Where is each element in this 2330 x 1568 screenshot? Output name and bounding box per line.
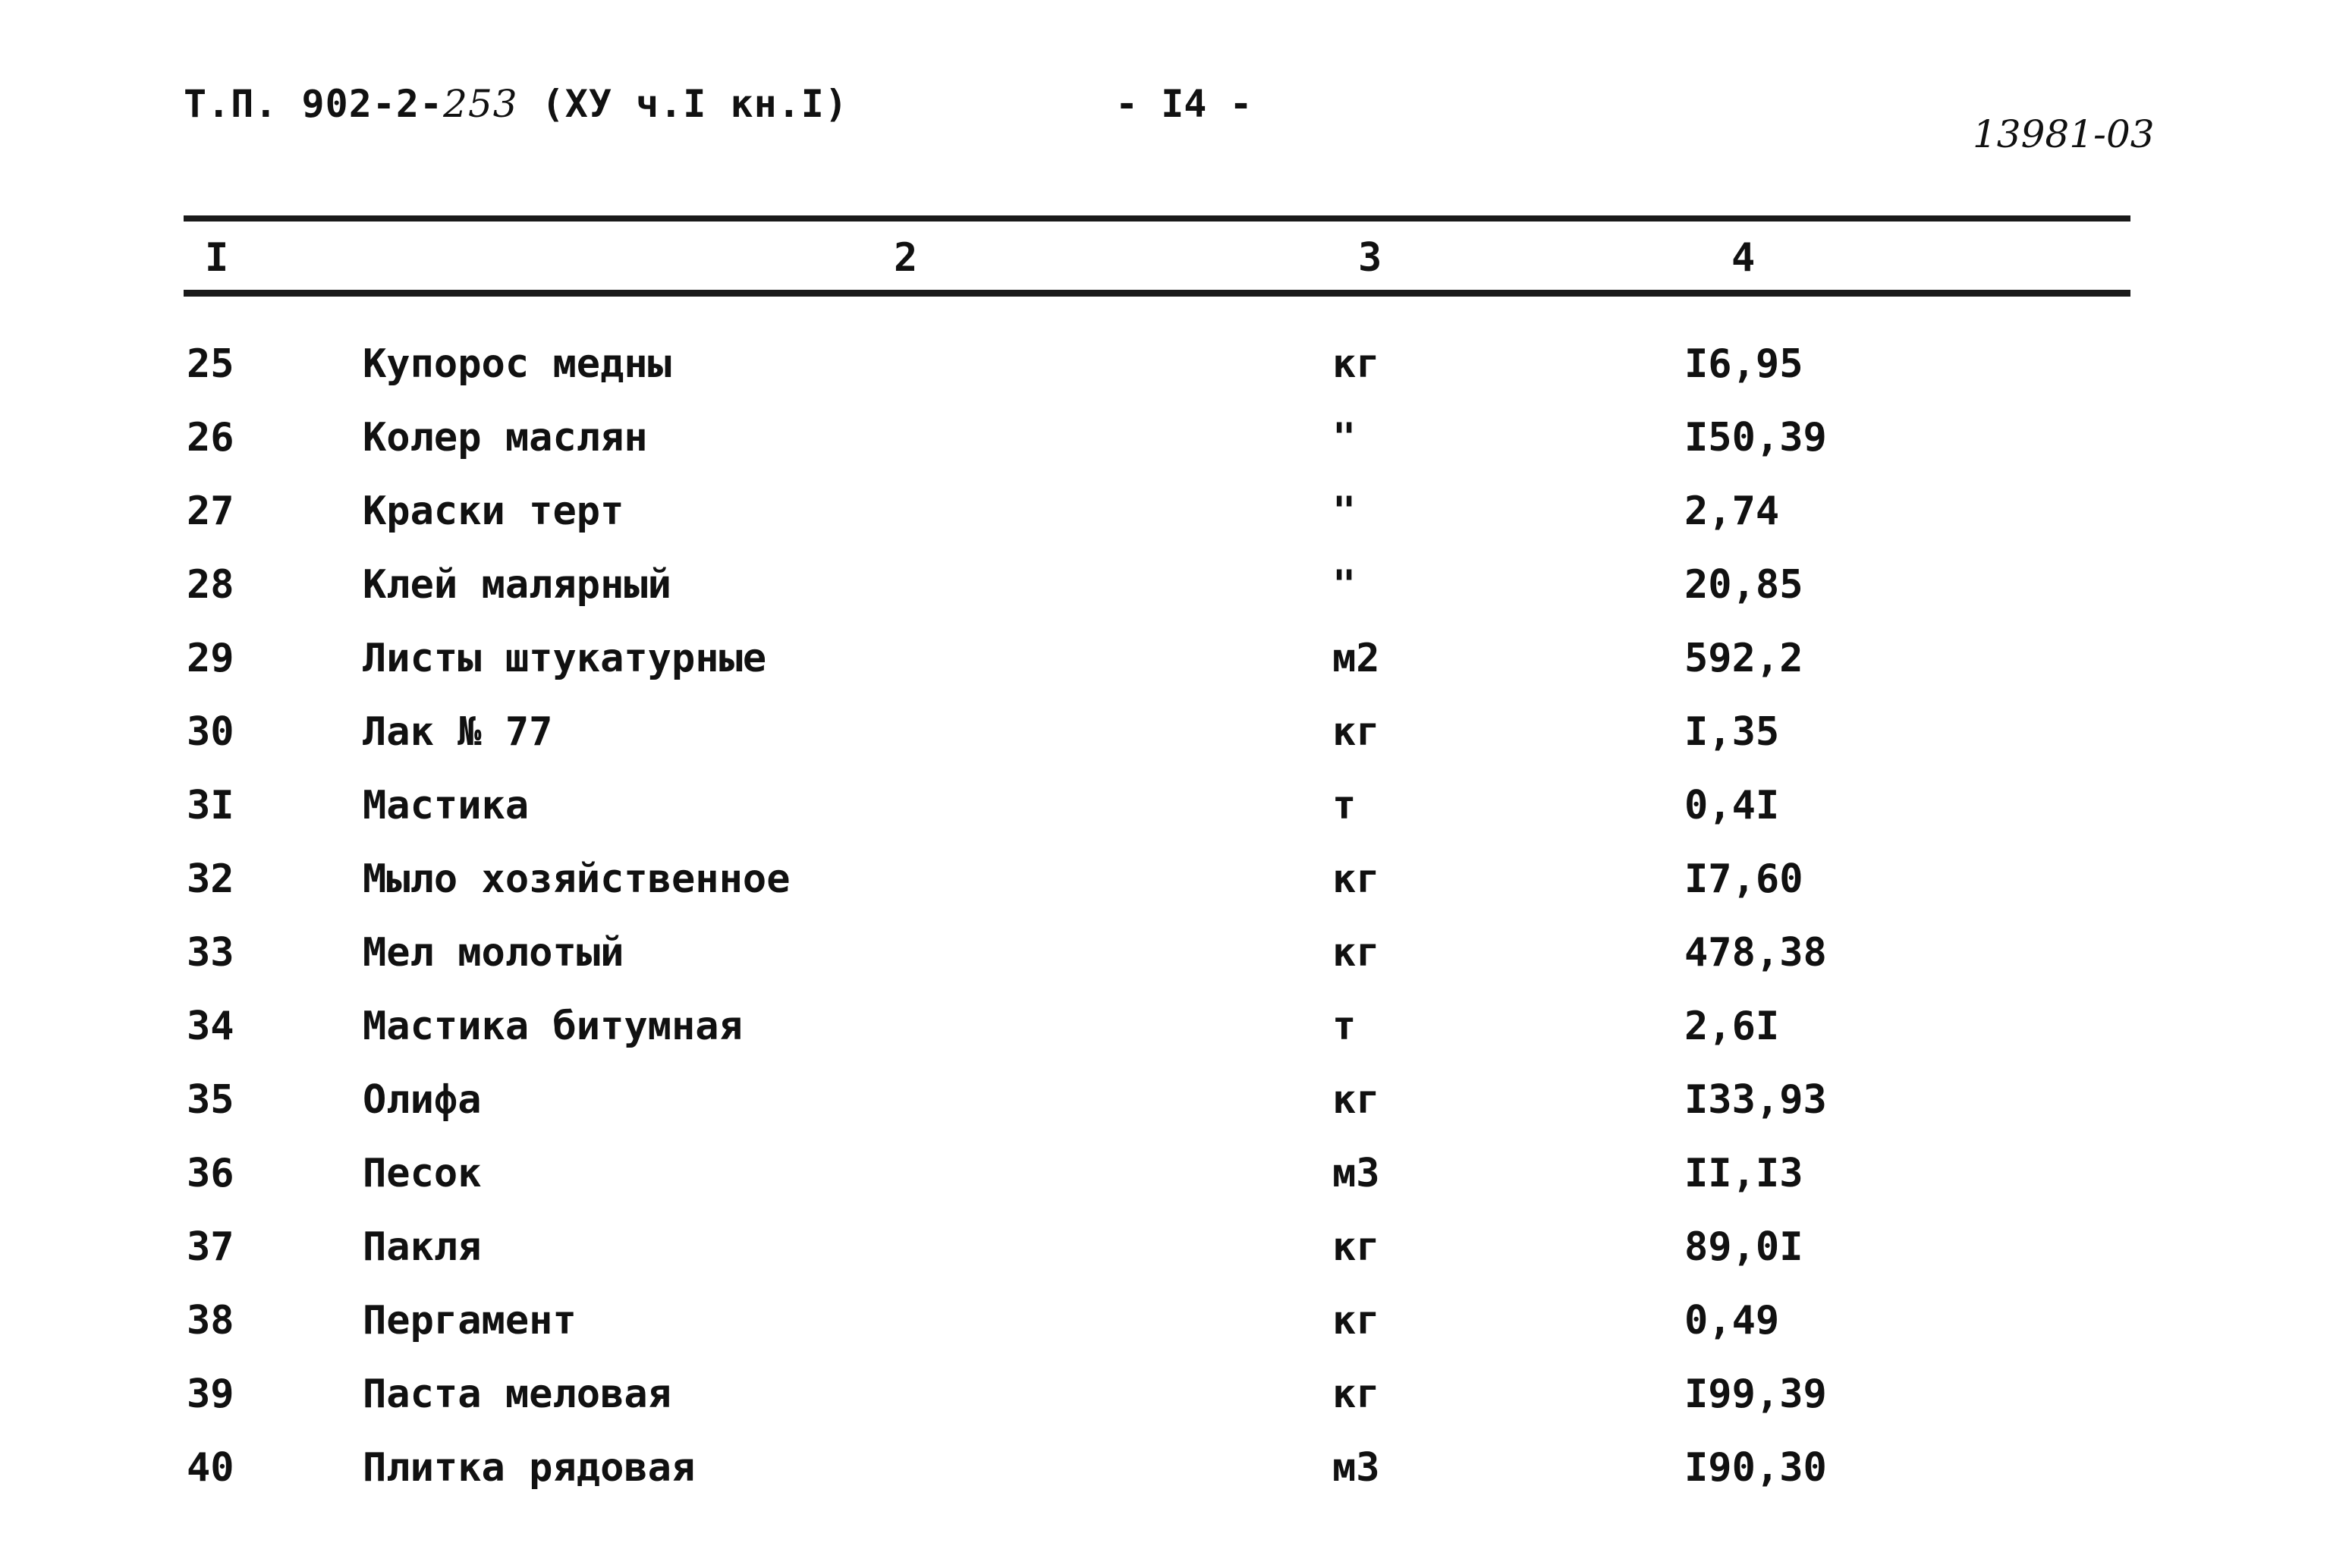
material-name: Плитка рядовая xyxy=(363,1445,696,1491)
table-row xyxy=(0,1223,2330,1296)
unit: кг xyxy=(1332,930,1380,976)
material-name: Мыло хозяйственное xyxy=(363,856,791,902)
material-name: Мастика xyxy=(363,783,530,828)
material-name: Мел молотый xyxy=(363,930,624,976)
quantity: I99,39 xyxy=(1684,1372,1827,1417)
row-number: 28 xyxy=(187,562,234,608)
quantity: I7,60 xyxy=(1684,856,1803,902)
unit: кг xyxy=(1332,709,1380,755)
quantity: 0,4I xyxy=(1684,783,1780,828)
row-number: 27 xyxy=(187,489,234,534)
material-name: Купорос медны xyxy=(363,341,671,387)
unit: кг xyxy=(1332,1077,1380,1123)
table-row xyxy=(0,1149,2330,1223)
table-row xyxy=(0,413,2330,487)
material-name: Пакля xyxy=(363,1224,482,1270)
quantity: I50,39 xyxy=(1684,415,1827,460)
row-number: 29 xyxy=(187,636,234,681)
unit: кг xyxy=(1332,1298,1380,1343)
document-code-suffix: (ХУ ч.I кн.I) xyxy=(517,82,849,126)
quantity: II,I3 xyxy=(1684,1151,1803,1196)
row-number: 33 xyxy=(187,930,234,976)
row-number: 38 xyxy=(187,1298,234,1343)
column-header-name: 2 xyxy=(894,235,918,281)
quantity: 592,2 xyxy=(1684,636,1803,681)
document-code xyxy=(184,82,848,126)
column-header-quantity: 4 xyxy=(1731,235,1756,281)
row-number: 25 xyxy=(187,341,234,387)
unit: м3 xyxy=(1332,1445,1380,1491)
table-row xyxy=(0,781,2330,855)
material-name: Лак № 77 xyxy=(363,709,553,755)
row-number: 40 xyxy=(187,1445,234,1491)
row-number: 35 xyxy=(187,1077,234,1123)
material-name: Песок xyxy=(363,1151,482,1196)
quantity: I90,30 xyxy=(1684,1445,1827,1491)
row-number: 30 xyxy=(187,709,234,755)
unit: м2 xyxy=(1332,636,1380,681)
column-header-unit: 3 xyxy=(1358,235,1382,281)
quantity: 0,49 xyxy=(1684,1298,1780,1343)
quantity: 2,6I xyxy=(1684,1004,1780,1049)
quantity: 89,0I xyxy=(1684,1224,1803,1270)
row-number: 36 xyxy=(187,1151,234,1196)
unit: т xyxy=(1332,783,1357,828)
table-header-row xyxy=(0,228,2330,285)
unit: т xyxy=(1332,1004,1357,1049)
document-code-handwritten: 253 xyxy=(443,82,518,126)
row-number: 3I xyxy=(187,783,234,828)
table-row xyxy=(0,1444,2330,1517)
material-name: Мастика битумная xyxy=(363,1004,743,1049)
table-row xyxy=(0,634,2330,708)
table-row xyxy=(0,1296,2330,1370)
quantity: I33,93 xyxy=(1684,1077,1827,1123)
table-header-rule xyxy=(184,290,2130,297)
material-name: Листы штукатурные xyxy=(363,636,767,681)
table-row xyxy=(0,855,2330,929)
row-number: 37 xyxy=(187,1224,234,1270)
row-number: 32 xyxy=(187,856,234,902)
material-name: Колер маслян xyxy=(363,415,648,460)
table-row xyxy=(0,929,2330,1002)
unit: " xyxy=(1332,415,1357,460)
material-name: Пергамент xyxy=(363,1298,577,1343)
column-header-number: I xyxy=(205,235,229,281)
inventory-number: 13981-03 xyxy=(1973,112,2155,156)
table-row xyxy=(0,708,2330,781)
unit: кг xyxy=(1332,856,1380,902)
document-code-prefix: Т.П. 902-2- xyxy=(184,82,444,126)
unit: " xyxy=(1332,562,1357,608)
table-row xyxy=(0,1002,2330,1076)
unit: кг xyxy=(1332,1224,1380,1270)
material-name: Клей малярный xyxy=(363,562,671,608)
table-row xyxy=(0,487,2330,561)
table-body xyxy=(0,340,2330,1517)
unit: м3 xyxy=(1332,1151,1380,1196)
row-number: 34 xyxy=(187,1004,234,1049)
quantity: I6,95 xyxy=(1684,341,1803,387)
quantity: 20,85 xyxy=(1684,562,1803,608)
quantity: 478,38 xyxy=(1684,930,1827,976)
table-row xyxy=(0,340,2330,413)
unit: " xyxy=(1332,489,1357,534)
table-top-rule xyxy=(184,215,2130,222)
unit: кг xyxy=(1332,1372,1380,1417)
page-header xyxy=(0,0,2330,182)
row-number: 26 xyxy=(187,415,234,460)
table-row xyxy=(0,561,2330,634)
row-number: 39 xyxy=(187,1372,234,1417)
table-row xyxy=(0,1370,2330,1444)
page-number: - I4 - xyxy=(1115,82,1253,126)
material-name: Паста меловая xyxy=(363,1372,671,1417)
table-row xyxy=(0,1076,2330,1149)
unit: кг xyxy=(1332,341,1380,387)
material-name: Олифа xyxy=(363,1077,482,1123)
quantity: I,35 xyxy=(1684,709,1780,755)
material-name: Краски терт xyxy=(363,489,624,534)
quantity: 2,74 xyxy=(1684,489,1780,534)
